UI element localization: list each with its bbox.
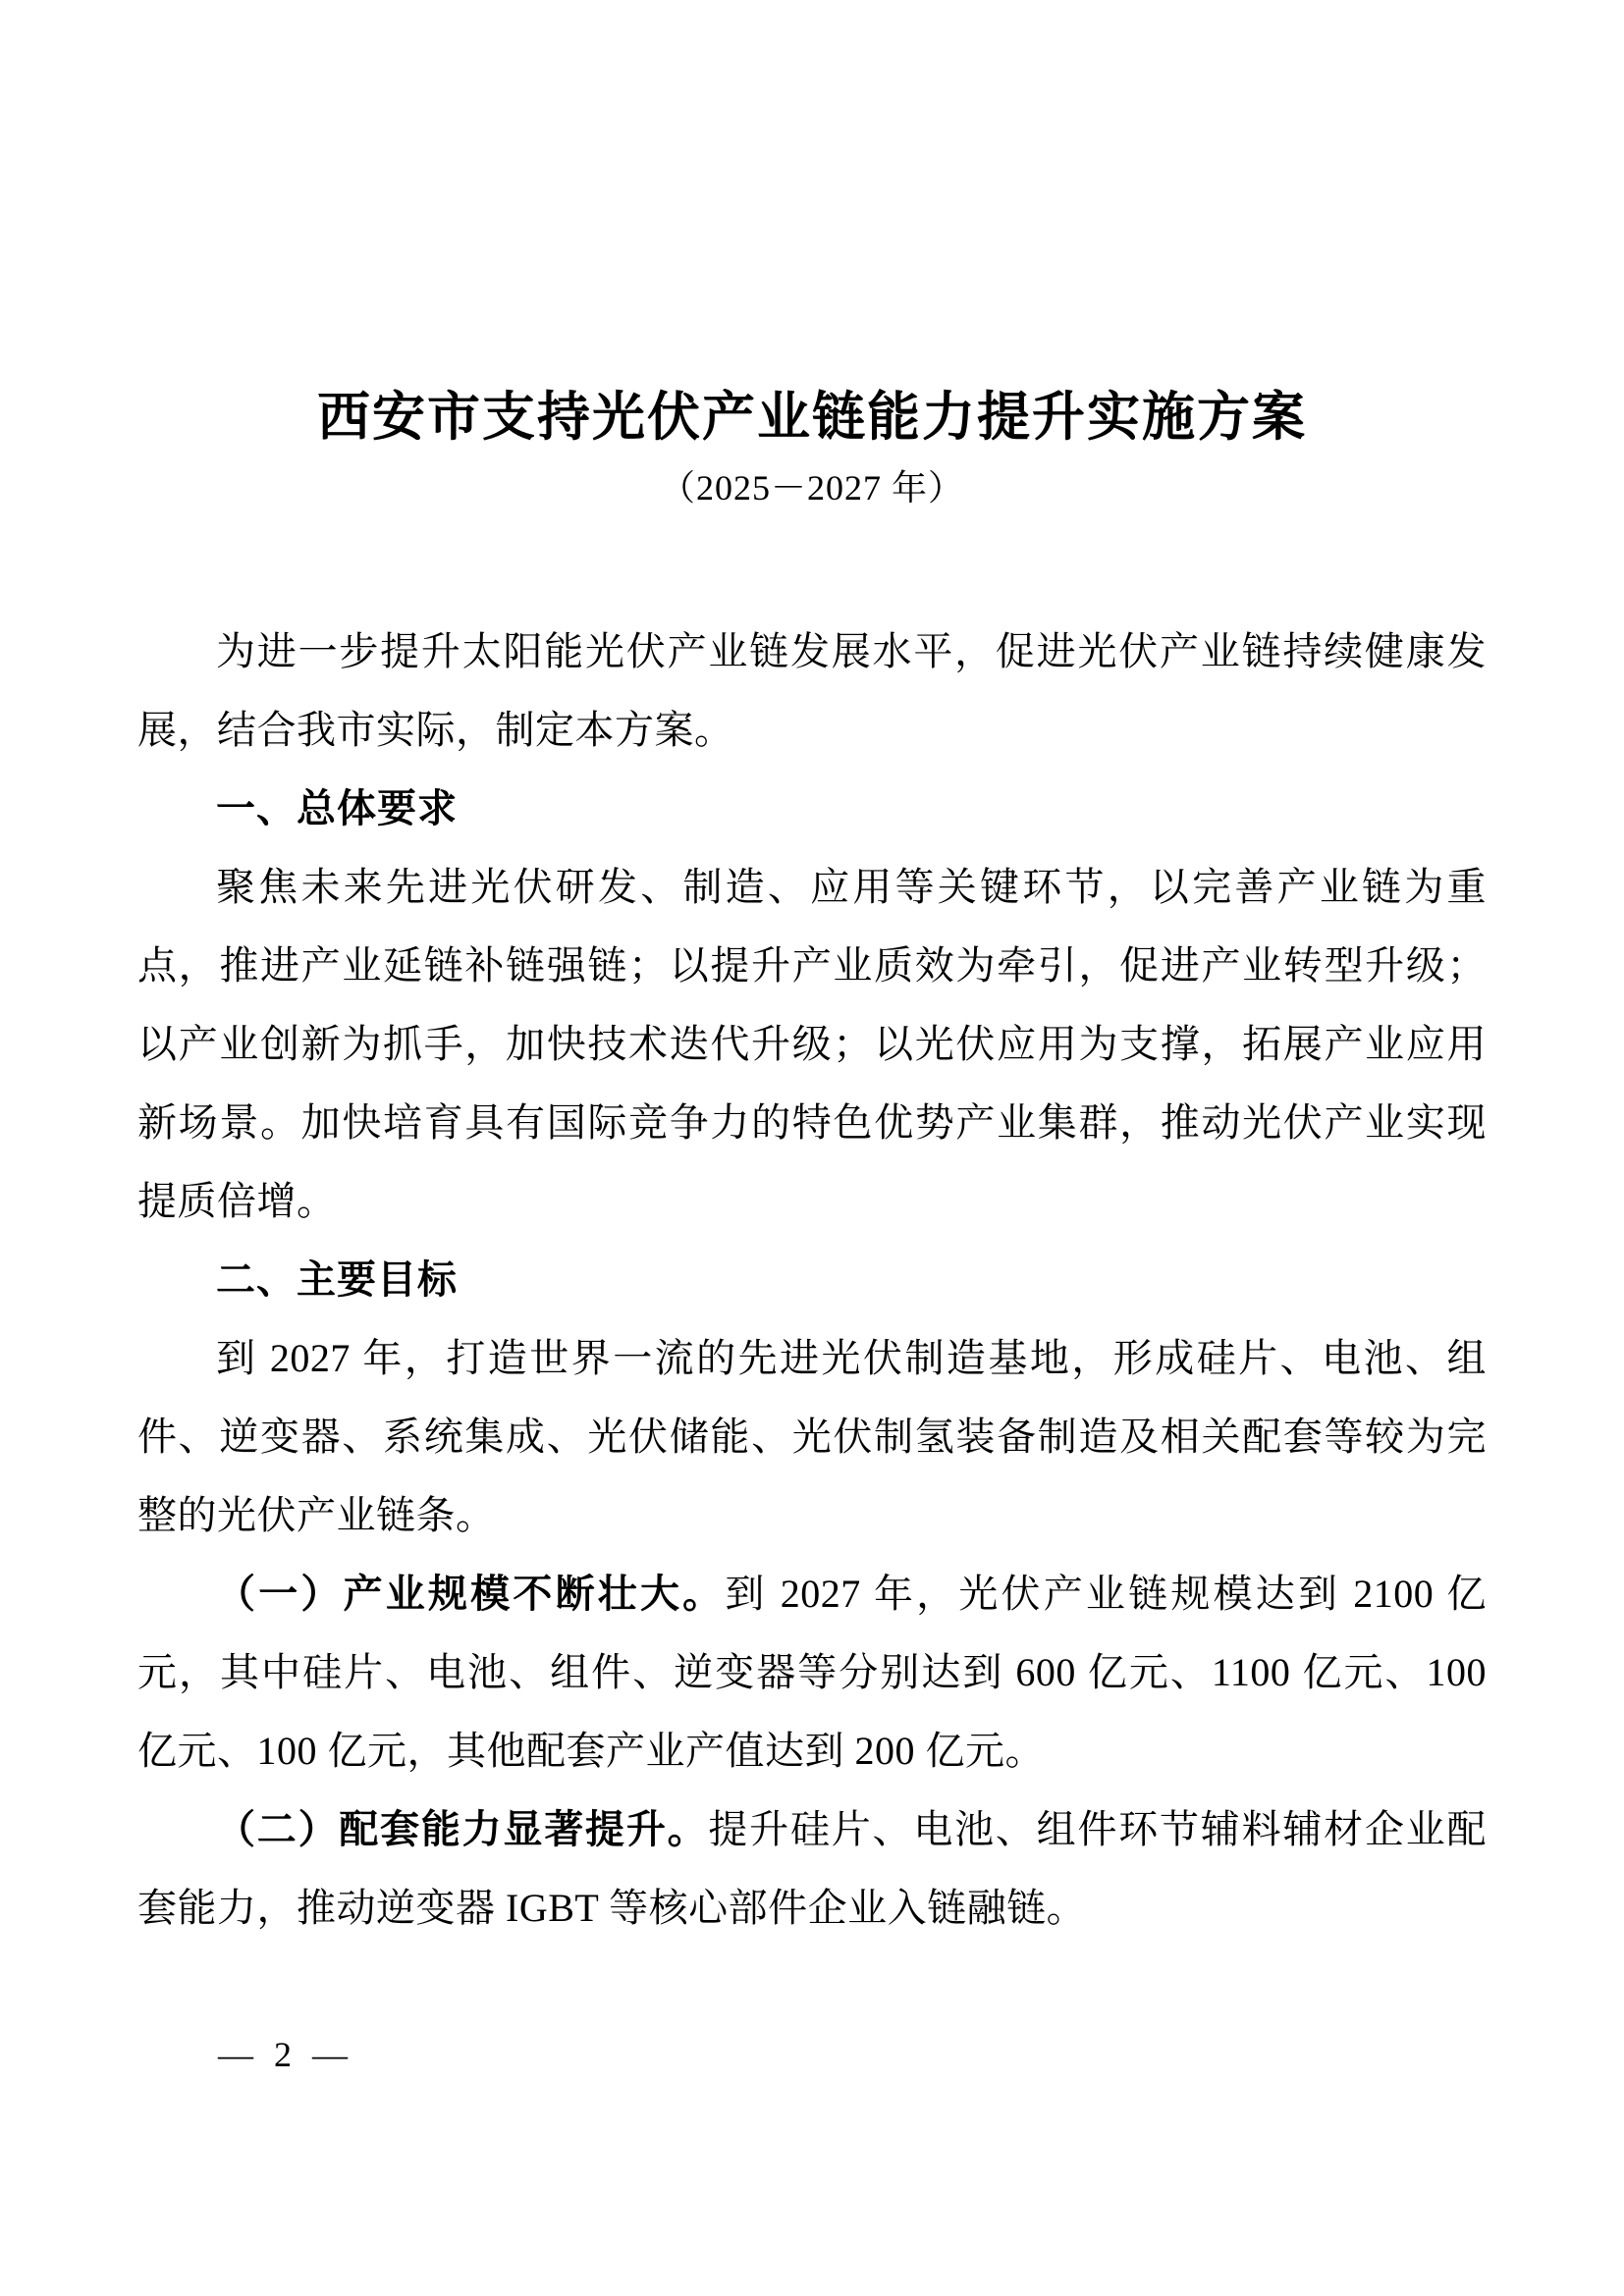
paragraph-intro: 为进一步提升太阳能光伏产业链发展水平，促进光伏产业链持续健康发展，结合我市实际，制定本方案。 (137, 629, 1487, 753)
paragraph-goal-item-1 (137, 1555, 1487, 1790)
goal-item-1-text: 到 2027 年，光伏产业链规模达到 2100 亿元，其中硅片、电池、组件、逆变器等分别达到 600 亿元、1100 亿元、100 亿元、100 亿元，其他配套产业产值达到 200 亿元。 (137, 1572, 1488, 1774)
document-title: 西安市支持光伏产业链能力提升实施方案 (317, 388, 1307, 447)
section-heading-main-goals: 二、主要目标 (216, 1258, 458, 1303)
goal-item-2-lead: （二）配套能力显著提升。 (216, 1807, 709, 1852)
paragraph-overall-requirements: 聚焦未来先进光伏研发、制造、应用等关键环节，以完善产业链为重点，推进产业延链补链强链；以提升产业质效为牵引，促进产业转型升级；以产业创新为抓手，加快技术迭代升级；以光伏应用为支撑，拓展产业应用新场景。加快培育具有国际竞争力的特色优势产业集群，推动光伏产业实现提质倍增。 (137, 865, 1487, 1224)
paragraph-main-goals: 到 2027 年，打造世界一流的先进光伏制造基地，形成硅片、电池、组件、逆变器、系统集成、光伏储能、光伏制氢装备制造及相关配套等较为完整的光伏产业链条。 (137, 1336, 1487, 1538)
document-body (137, 613, 1487, 1948)
goal-item-1-lead: （一）产业规模不断壮大。 (216, 1572, 726, 1617)
document-subtitle: （2025－2027 年） (659, 467, 964, 507)
page-number: — 2 — (218, 2035, 353, 2074)
paragraph-goal-item-2 (137, 1790, 1487, 1948)
goal-item-2-text: 提升硅片、电池、组件环节辅料辅材企业配套能力，推动逆变器 IGBT 等核心部件企业入链融链。 (137, 1807, 1488, 1931)
section-heading-overall-requirements: 一、总体要求 (216, 787, 458, 831)
